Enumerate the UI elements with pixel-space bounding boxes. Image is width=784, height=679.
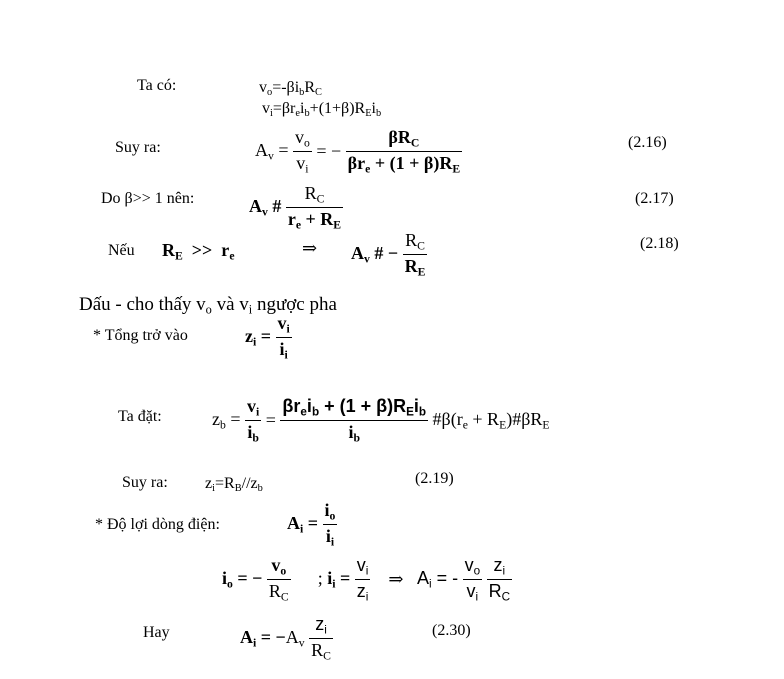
- label-ta-dat: Ta đặt:: [118, 408, 162, 425]
- equation-ai-def: $A_i$ = $\frac{i_o}{i_i}$: [287, 500, 336, 548]
- equation-ai-final: $A_i = -A_v$ $\frac{z_i}{R_C}$: [240, 614, 331, 662]
- equation-number-217: (2.17): [635, 190, 674, 207]
- equation-av-218: $A_v$ # − $\frac{R_C}{R_E}$: [351, 230, 426, 278]
- label-suy-ra-2: Suy ra:: [122, 474, 168, 491]
- sign-note-start: Dấu - cho thấy v: [79, 294, 206, 315]
- equation-vo: $v_o=-\beta i_bR_C$: [259, 79, 322, 99]
- label-tong-tro: * Tổng trở vào: [93, 327, 188, 344]
- equation-number-230: (2.30): [432, 622, 471, 639]
- equation-number-219: (2.19): [415, 470, 454, 487]
- equation-io: $i_o$ = − $\frac{v_o}{R_C}$ ; $i_i$ = $\frac{v_i}{z_i}$ ⇒ $A_i$ = - $\frac{v_o}{v_i}$ $\frac{z_i}{R_C}$: [222, 555, 511, 603]
- equation-vi: $v_i=\beta r_ei_b+(1+\beta)R_Ei_b$: [262, 100, 382, 120]
- sign-note-mid: và v: [211, 294, 249, 315]
- label-suy-ra-1: Suy ra:: [115, 139, 161, 156]
- implies-arrow-icon: ⇒: [302, 238, 318, 258]
- equation-av-216: $A_v$ = $\frac{v_o}{v_i}$ = − $\frac{\beta R_C}{\beta r_e + (1 + \beta)R_E}$: [255, 127, 461, 175]
- equation-av-217: $A_v$ # $\frac{R_C}{r_e + R_E}$: [249, 183, 342, 231]
- label-neu: Nếu: [108, 242, 135, 259]
- equation-zi: $z_i$ = $\frac{v_i}{i_i}$: [245, 313, 290, 361]
- equation-zb: $z_b$ = $\frac{v_i}{i_b}$ = $\frac{\beta r_ei_b + (1 + \beta)R_Ei_b}{i_b}$ $\#\beta(r_e$ + $R_E)\#\beta R_E$: [212, 396, 550, 444]
- condition-re-rb: $R_E >> r_e$: [162, 240, 235, 263]
- label-do-loi: * Độ lợi dòng điện:: [95, 516, 220, 533]
- equation-number-216: (2.16): [628, 134, 667, 151]
- label-do-beta: Do β>> 1 nên:: [101, 190, 195, 207]
- sign-note: Dấu - cho thấy $v_o$ và $v_i$ ngược pha: [79, 294, 337, 317]
- label-ta-co: Ta có:: [137, 77, 177, 94]
- label-hay: Hay: [143, 624, 170, 641]
- sign-note-end: ngược pha: [252, 294, 337, 315]
- equation-zi-parallel: $z_i=R_B//z_b$: [205, 475, 263, 495]
- equation-number-218: (2.18): [640, 235, 679, 252]
